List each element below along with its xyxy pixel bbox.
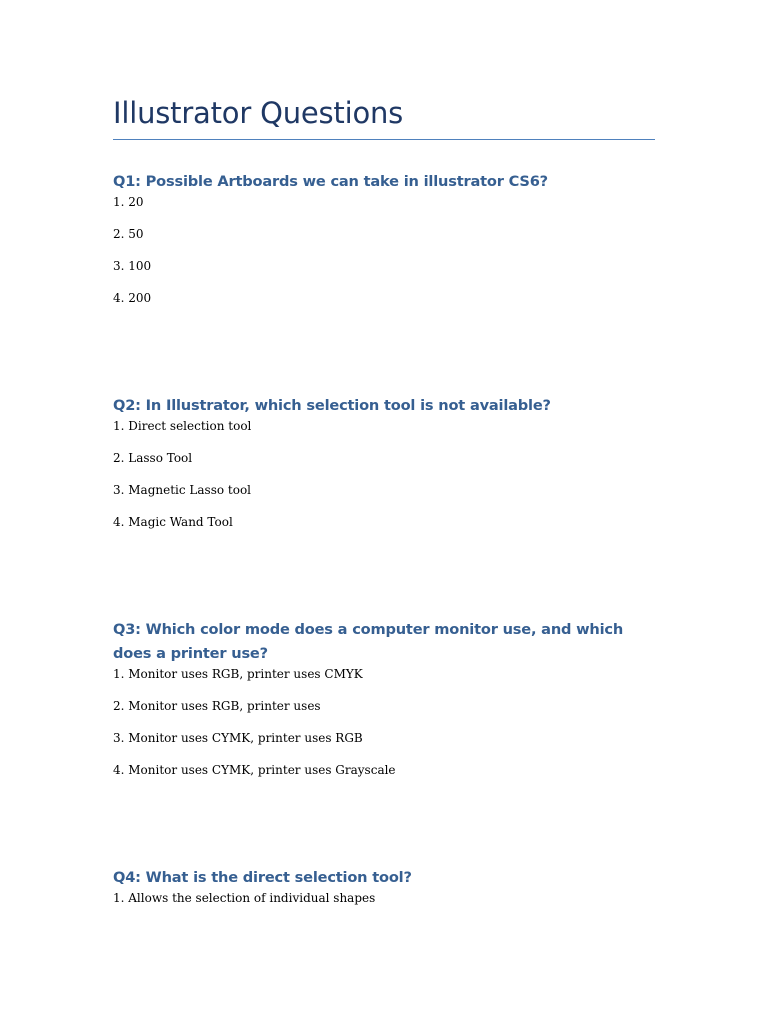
question-2-answers	[113, 418, 658, 546]
question-1	[113, 170, 658, 322]
question-1-answer-2: 2. 50	[113, 227, 144, 241]
question-4-answers	[113, 890, 658, 922]
question-3-answer-2: 2. Monitor uses RGB, printer uses	[113, 699, 321, 713]
title-underline-rule	[113, 139, 655, 140]
question-4	[113, 866, 658, 922]
document-title: Illustrator Questions	[113, 96, 404, 130]
question-3-answer-4: 4. Monitor uses CYMK, printer uses Grayscale	[113, 763, 396, 777]
question-2-answer-1: 1. Direct selection tool	[113, 419, 252, 433]
question-1-answer-1: 1. 20	[113, 195, 144, 209]
question-2	[113, 394, 658, 546]
question-2-answer-3: 3. Magnetic Lasso tool	[113, 483, 251, 497]
question-3-answer-1: 1. Monitor uses RGB, printer uses CMYK	[113, 667, 363, 681]
question-2-answer-4: 4. Magic Wand Tool	[113, 515, 233, 529]
question-4-heading: Q4: What is the direct selection tool?	[113, 869, 412, 886]
question-4-answer-1: 1. Allows the selection of individual shapes	[113, 891, 376, 905]
question-2-answer-2: 2. Lasso Tool	[113, 451, 193, 465]
question-1-answers	[113, 194, 658, 322]
question-3-heading: Q3: Which color mode does a computer monitor use, and which does a printer use?	[113, 621, 624, 662]
question-1-answer-4: 4. 200	[113, 291, 152, 305]
question-1-heading: Q1: Possible Artboards we can take in illustrator CS6?	[113, 173, 548, 190]
question-2-heading: Q2: In Illustrator, which selection tool is not available?	[113, 397, 551, 414]
question-3-answers	[113, 666, 658, 794]
question-3	[113, 618, 658, 794]
question-1-answer-3: 3. 100	[113, 259, 152, 273]
question-3-answer-3: 3. Monitor uses CYMK, printer uses RGB	[113, 731, 363, 745]
